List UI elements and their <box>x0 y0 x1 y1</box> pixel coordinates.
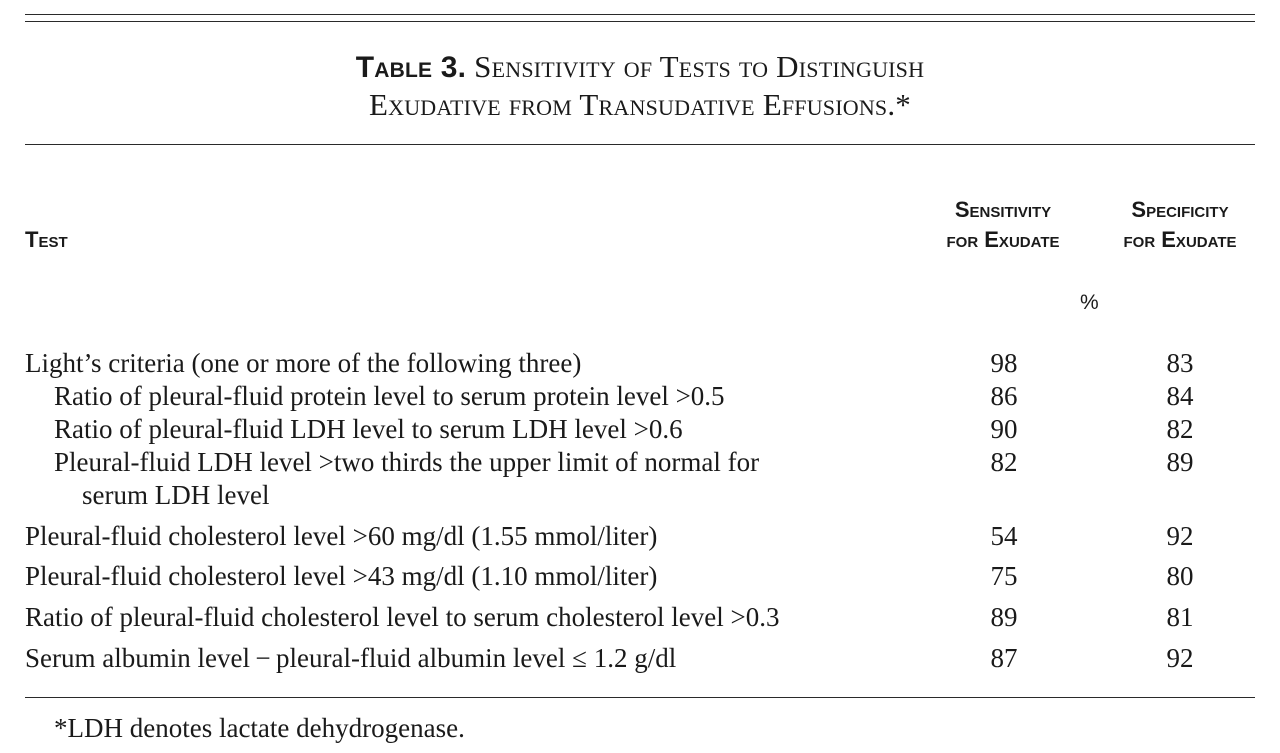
row-6-sensitivity: 75 <box>990 561 1018 591</box>
row-3-specificity: 82 <box>1166 414 1194 444</box>
table-label: Table 3. <box>355 51 467 84</box>
row-4-specificity: 89 <box>1166 447 1194 477</box>
header-sensitivity <box>918 195 1088 255</box>
row-7-specificity: 81 <box>1166 602 1194 632</box>
row-8-sensitivity: 87 <box>990 643 1018 673</box>
header-unit-percent: % <box>1080 291 1099 314</box>
row-6-test: Pleural-fluid cholesterol level >43 mg/dl (1.10 mmol/liter) <box>25 561 658 591</box>
table-bottom-rule <box>25 697 1255 698</box>
row-1-sensitivity: 98 <box>990 348 1018 378</box>
table-title <box>0 48 1280 123</box>
row-4-test: Pleural-fluid LDH level >two thirds the upper limit of normal for <box>54 447 760 477</box>
table-title-line-1 <box>0 48 1280 86</box>
row-6-specificity: 80 <box>1166 561 1194 591</box>
row-2-test: Ratio of pleural-fluid protein level to serum protein level >0.5 <box>54 381 725 411</box>
row-4-sensitivity: 82 <box>990 447 1018 477</box>
row-7-test: Ratio of pleural-fluid cholesterol level to serum cholesterol level >0.3 <box>25 602 780 632</box>
row-4-test-continued: serum LDH level <box>82 480 270 510</box>
table-title-line-2: Exudative from Transudative Effusions.* <box>368 87 912 122</box>
row-5-sensitivity: 54 <box>990 521 1018 551</box>
footnote: *LDH denotes lactate dehydrogenase. <box>54 713 465 743</box>
row-2-sensitivity: 86 <box>990 381 1018 411</box>
top-rule-2 <box>25 21 1255 22</box>
row-8-specificity: 92 <box>1166 643 1194 673</box>
header-specificity <box>1095 195 1265 255</box>
row-7-sensitivity: 89 <box>990 602 1018 632</box>
header-sensitivity-line-2: for Exudate <box>946 227 1060 252</box>
title-bottom-rule <box>25 144 1255 145</box>
row-5-test: Pleural-fluid cholesterol level >60 mg/dl (1.55 mmol/liter) <box>25 521 658 551</box>
row-3-sensitivity: 90 <box>990 414 1018 444</box>
row-8-test: Serum albumin level − pleural-fluid albumin level ≤ 1.2 g/dl <box>25 643 677 673</box>
header-test: Test <box>25 227 68 252</box>
row-1-test: Light’s criteria (one or more of the following three) <box>25 348 582 378</box>
header-sensitivity-line-1: Sensitivity <box>954 197 1052 222</box>
top-rule-1 <box>25 14 1255 15</box>
table-title-text-1: Sensitivity of Tests to Distinguish <box>474 49 925 84</box>
row-1-specificity: 83 <box>1166 348 1194 378</box>
header-specificity-line-2: for Exudate <box>1123 227 1237 252</box>
row-2-specificity: 84 <box>1166 381 1194 411</box>
header-specificity-line-1: Specificity <box>1131 197 1229 222</box>
row-3-test: Ratio of pleural-fluid LDH level to serum LDH level >0.6 <box>54 414 683 444</box>
row-5-specificity: 92 <box>1166 521 1194 551</box>
